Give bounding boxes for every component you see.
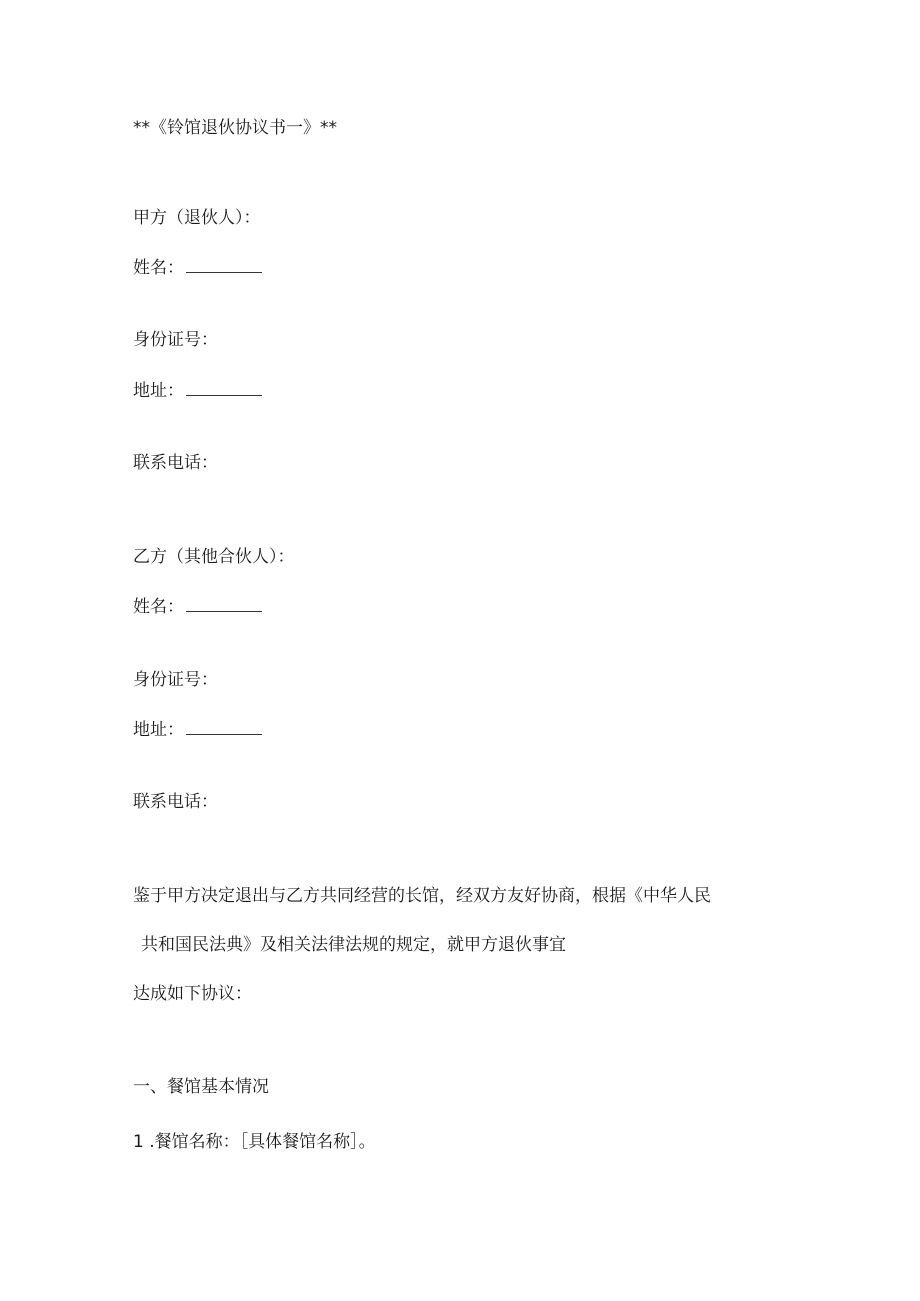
party-a-id-label: 身份证号： bbox=[133, 330, 218, 350]
party-b-name-blank bbox=[186, 594, 262, 612]
preamble-line-1: 鉴于甲方决定退出与乙方共同经营的长馆，经双方友好协商，根据《中华人民 bbox=[133, 886, 711, 906]
party-a-name-row bbox=[133, 255, 262, 280]
party-a-heading: 甲方（退伙人）： bbox=[133, 208, 261, 228]
party-b-name-label: 姓名： bbox=[133, 597, 184, 617]
preamble-line-2: 共和国民法典》及相关法律法规的规定，就甲方退伙事宜 bbox=[141, 935, 566, 955]
party-a-phone-label: 联系电话： bbox=[133, 453, 218, 473]
party-b-heading: 乙方（其他合伙人）： bbox=[133, 547, 295, 567]
party-a-address-blank bbox=[186, 378, 262, 396]
party-b-phone-label: 联系电话： bbox=[133, 792, 218, 812]
party-a-name-label: 姓名： bbox=[133, 258, 184, 278]
party-b-id-label: 身份证号： bbox=[133, 670, 218, 690]
party-b-address-row bbox=[133, 717, 262, 742]
section-1-item-1: 1 .餐馆名称：［具体餐馆名称］。 bbox=[133, 1132, 376, 1152]
party-b-address-label: 地址： bbox=[133, 720, 184, 740]
party-a-name-blank bbox=[186, 255, 262, 273]
party-b-address-blank bbox=[186, 717, 262, 735]
preamble-line-3: 达成如下协议： bbox=[133, 984, 252, 1004]
party-a-address-row bbox=[133, 378, 262, 403]
party-b-name-row bbox=[133, 594, 262, 619]
party-a-address-label: 地址： bbox=[133, 381, 184, 401]
document-title: **《铃馆退伙协议书一》** bbox=[133, 118, 337, 138]
section-1-heading: 一、餐馆基本情况 bbox=[133, 1077, 269, 1097]
